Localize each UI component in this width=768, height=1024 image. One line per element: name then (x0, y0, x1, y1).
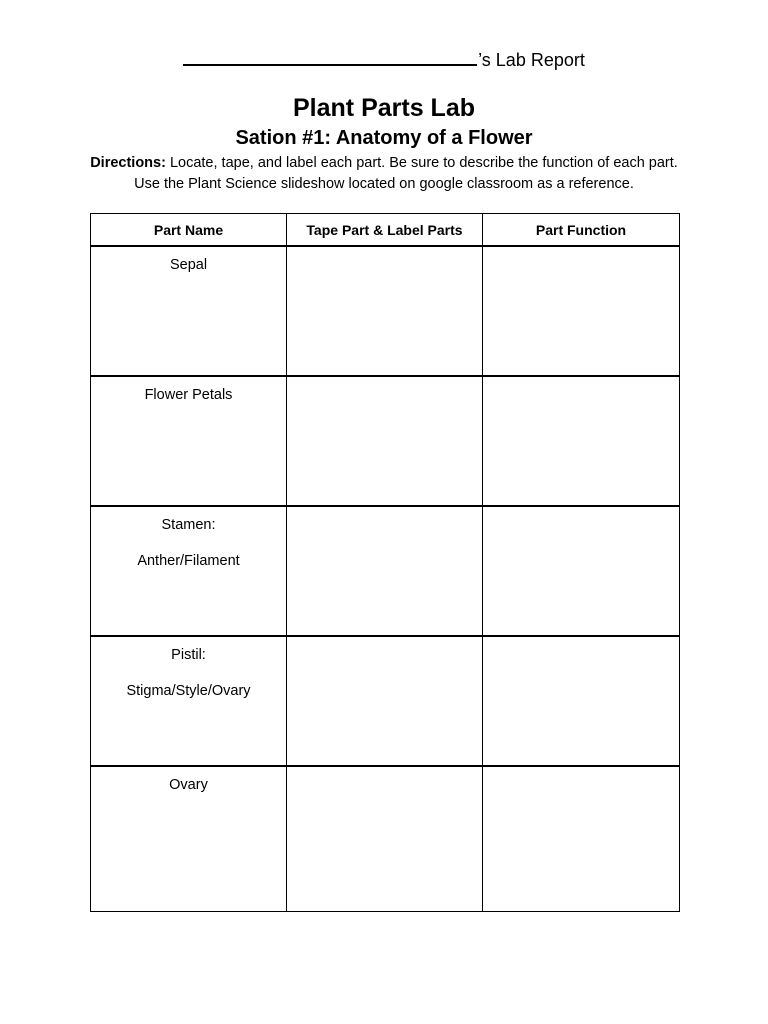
part-name-cell (91, 246, 287, 376)
part-name: Stamen: (161, 517, 216, 533)
part-name: Flower Petals (144, 387, 233, 403)
part-name-cell (91, 636, 287, 766)
part-subparts: Anther/Filament (137, 553, 240, 569)
lab-report-header (0, 46, 768, 71)
part-name-cell (91, 766, 287, 912)
table-header-row (91, 214, 680, 247)
part-subparts: Stigma/Style/Ovary (126, 683, 251, 699)
part-function-cell[interactable] (483, 246, 680, 376)
lab-table (90, 213, 680, 912)
part-name: Sepal (169, 257, 208, 273)
part-name-cell (91, 376, 287, 506)
column-header-part-name: Part Name (91, 214, 287, 247)
part-function-cell[interactable] (483, 506, 680, 636)
student-name-blank[interactable] (183, 46, 477, 66)
tape-label-cell[interactable] (287, 246, 483, 376)
page-title: Plant Parts Lab (293, 94, 475, 122)
directions-text: Locate, tape, and label each part. Be sure to describe the function of each part. Use the Plant Science slideshow located on google classroom as a reference. (134, 155, 678, 192)
part-name: Ovary (169, 777, 208, 793)
column-header-tape-label: Tape Part & Label Parts (287, 214, 483, 247)
table-row (91, 636, 680, 766)
table-row (91, 766, 680, 912)
part-function-cell[interactable] (483, 766, 680, 912)
table-row (91, 246, 680, 376)
table-row (91, 376, 680, 506)
page-subtitle: Sation #1: Anatomy of a Flower (235, 127, 533, 149)
part-name-cell (91, 506, 287, 636)
directions-label: Directions: (90, 155, 166, 171)
tape-label-cell[interactable] (287, 636, 483, 766)
lab-report-suffix: ’s Lab Report (478, 50, 585, 70)
table-row (91, 506, 680, 636)
part-name: Pistil: (171, 647, 206, 663)
directions (90, 153, 678, 195)
part-function-cell[interactable] (483, 376, 680, 506)
tape-label-cell[interactable] (287, 376, 483, 506)
tape-label-cell[interactable] (287, 766, 483, 912)
tape-label-cell[interactable] (287, 506, 483, 636)
part-function-cell[interactable] (483, 636, 680, 766)
column-header-part-function: Part Function (483, 214, 680, 247)
